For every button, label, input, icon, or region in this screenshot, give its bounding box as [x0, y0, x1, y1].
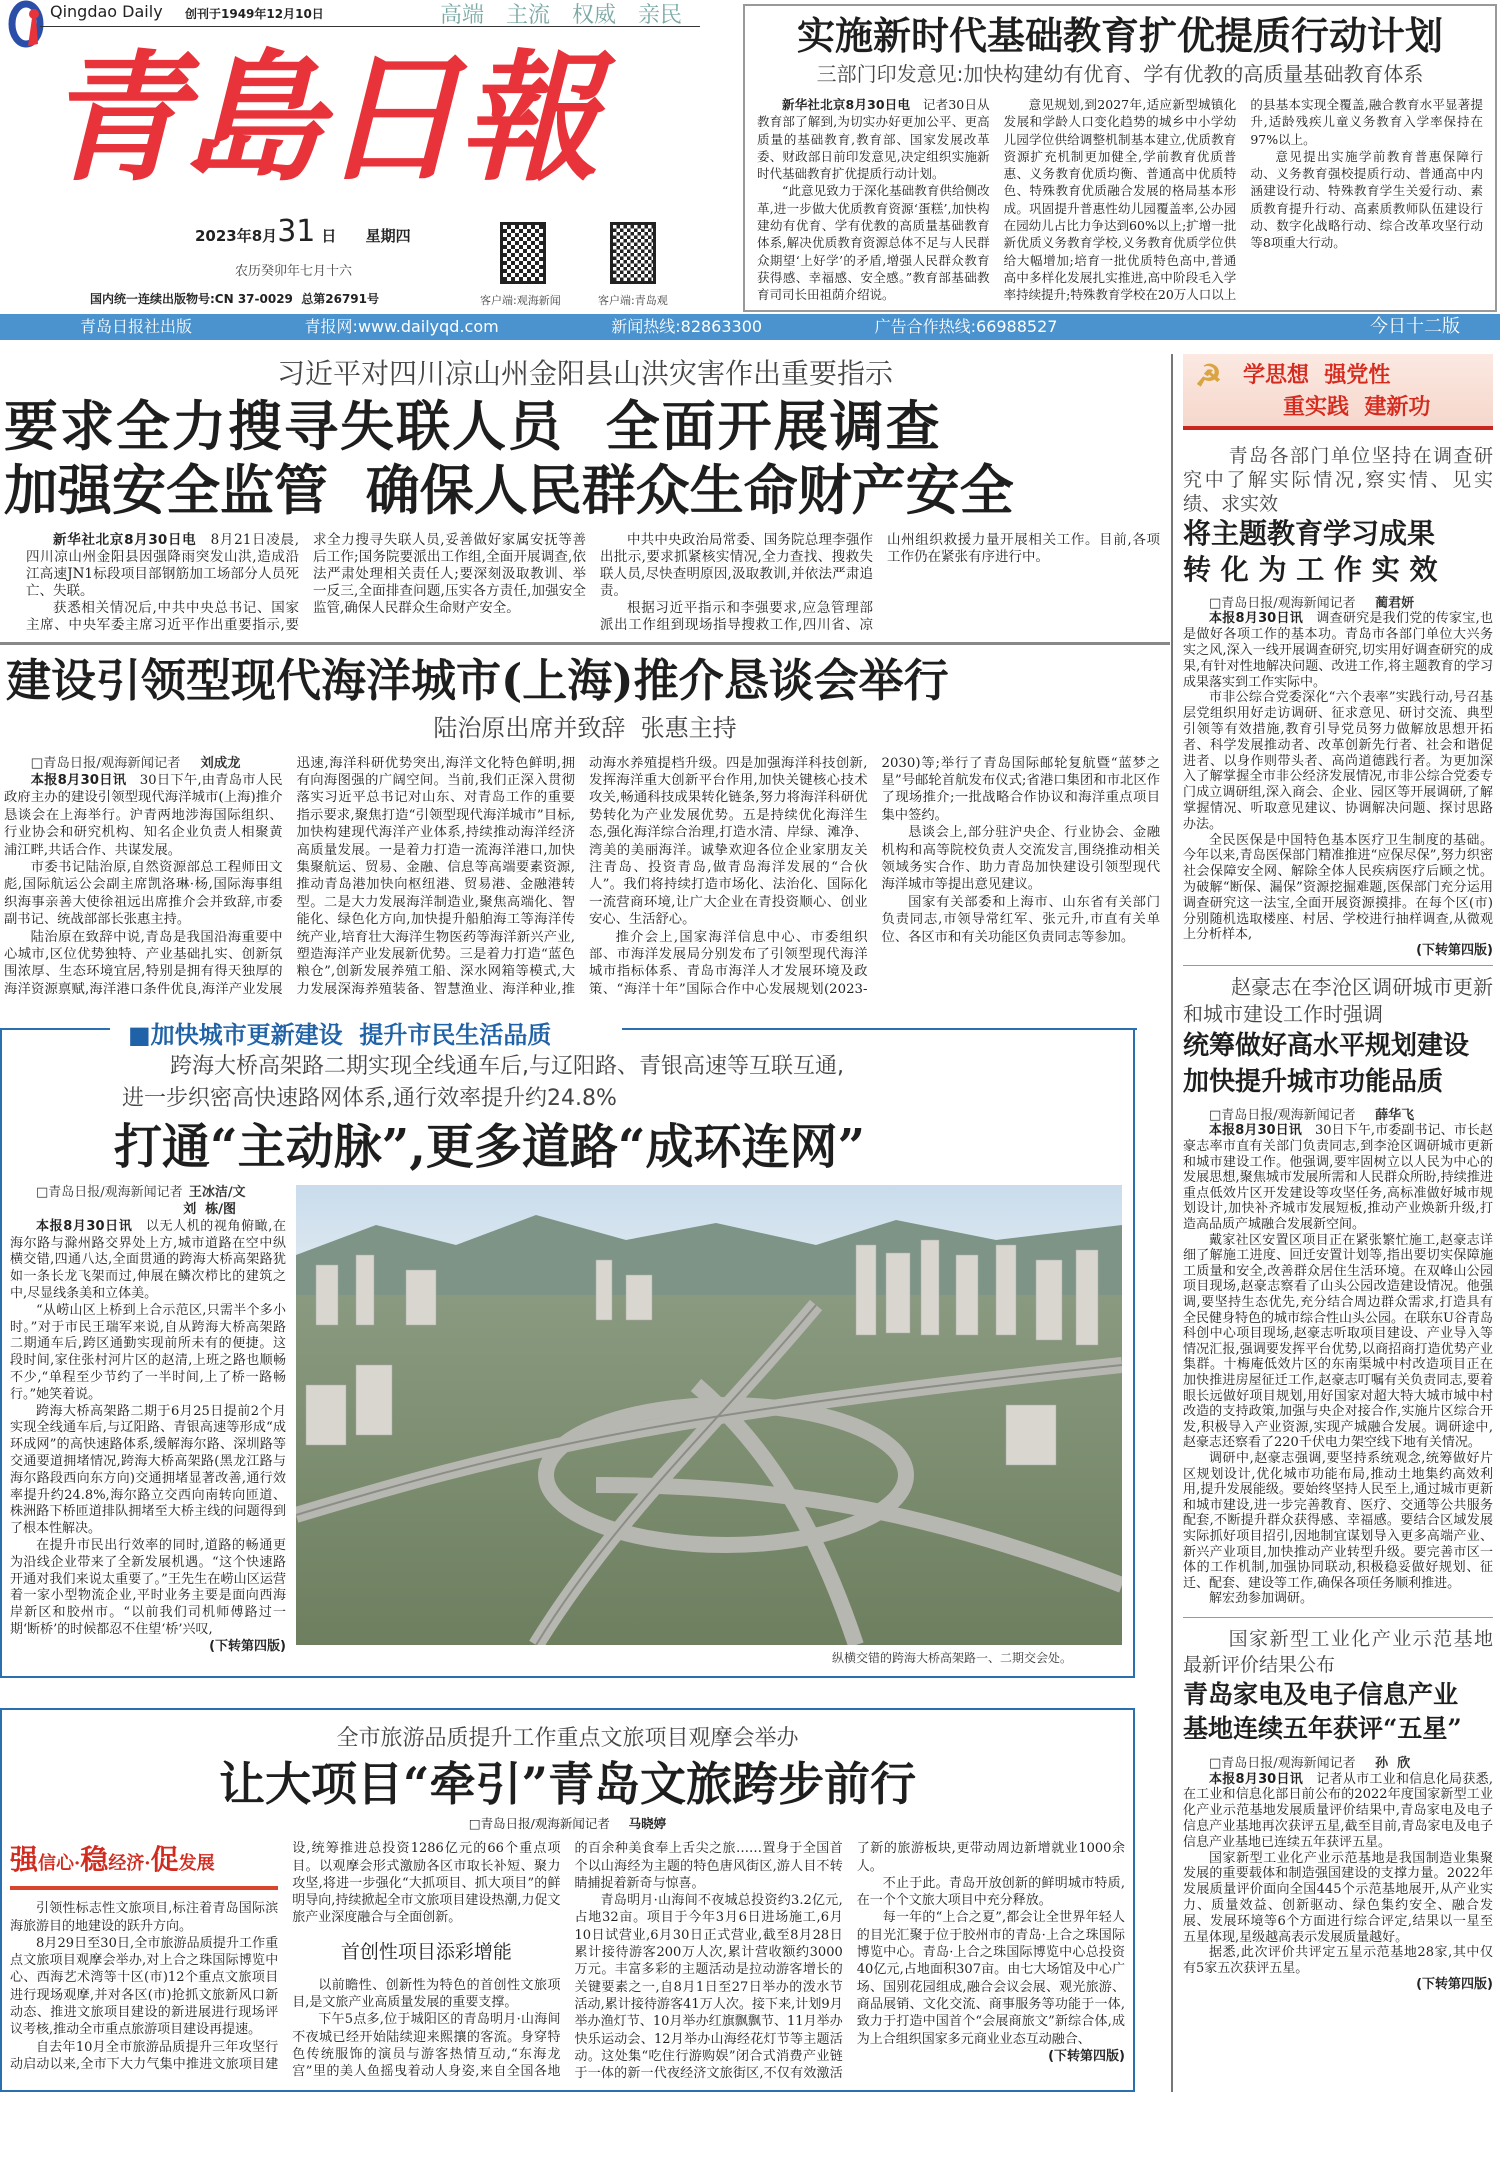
date-prefix: 2023年8月 — [195, 227, 278, 245]
industry-kicker: 国家新型工业化产业示范基地最新评价结果公布 — [1183, 1627, 1493, 1676]
column-divider — [1171, 354, 1173, 2093]
industry-paragraph: 国家新型工业化产业示范基地是我国制造业集聚发展的重要载体和制造强国建设的支撑力量。2022年发展质量评价面向全国445个示范基地展开,从产业实力、质量效益、创新驱动、绿色集约安全、融合发展、发展环境等6个方面进行综合评定,结果以一星至五星体现,星级越高表示发展质量越好。 — [1183, 1850, 1493, 1945]
hammer-sickle-icon: ☭ — [1195, 358, 1222, 394]
banner-char: 强 — [10, 1843, 39, 1877]
study-body — [1183, 596, 1493, 959]
byline-prefix: □青岛日报/观海新闻记者 — [468, 1816, 610, 1832]
issue-date — [195, 214, 411, 249]
photo-block — [296, 1185, 1122, 1666]
reporter-text: 王冰洁/文 — [188, 1185, 246, 1201]
urban-kicker-1: 跨海大桥高架路二期实现全线通车后,与辽阳路、青银高速等互联互通, — [170, 1054, 844, 1080]
urban-paragraph-text: 以无人机的视角俯瞰,在海尔路与滁州路交界处上方,城市道路在空中纵横交错,四通八达,全面贯通的跨海大桥高架路犹如一条长龙飞架而过,伸展在鳞次栉比的建筑之中,尽显线条美和立体美。 — [10, 1218, 287, 1302]
info-bar — [0, 314, 1500, 340]
slogan-4: 亲民 — [638, 3, 683, 28]
main-area — [0, 354, 1500, 2093]
edu-paragraph: 意见规划,到2027年,适应新型城镇化发展和学龄人口变化趋势的城乡中小学幼儿园学位供给调整机制基本建立,优质教育资源扩充机制更加健全,学前教育优质普惠、义务教育优质均衡、普通高中优质特色、特殊教育优质融合发展的格局基本形成。巩固提升普惠性幼儿园覆盖率,公办园在园幼儿占比力争达到60%以上;扩增一批新优质义务教育学校,义务教育优质学位供给大幅增加;培育一批优质特色高中,普通高中多样化发展扎实推进,高中阶段毛入学率持续提升;特殊教育学校在20万人口以上的县基本实现全覆盖,融合教育水平显著提升,适龄残疾儿童义务教育入学率保持在97%以上。 — [1003, 97, 1483, 303]
ad-hotline: 广告合作热线:66988527 — [874, 316, 1058, 336]
ocean-body — [0, 755, 1170, 999]
industry-dateline: 本报8月30日讯 — [1209, 1771, 1304, 1787]
lead-headline-2: 加强安全监管 确保人民群众生命财产安全 — [4, 457, 1014, 522]
study-paragraph-text: 调查研究是我们党的传家宝,也是做好各项工作的基本功。青岛市各部门单位大兴务实之风,深入一线开展调查研究,切实用好调查研究的成果,有针对性地解决问题、改进工作,将主题教育的学习成果落实到工作实际中。 — [1183, 611, 1493, 690]
qr-code-app-guanhai[interactable] — [500, 222, 546, 284]
renewal-paragraph: 调研中,赵豪志强调,要坚持系统观念,统筹做好片区规划设计,优化城市功能布局,推动土地集约高效利用,提升发展能级。要始终坚持人民至上,通过城市更新和城市建设,进一步完善教育、医疗、交通等公共服务配套,不断提升群众获得感、幸福感。要结合区域发展实际抓好项目招引,因地制宜谋划导入更多高端产业、新兴产业项目,加快推动产业转型升级。要完善市区一体的工作机制,加强协同联动,积极稳妥做好规划、征迁、配套、建设等工作,确保各项任务顺利推进。 — [1183, 1450, 1493, 1591]
ocean-paragraph: 国家有关部委和上海市、山东省有关部门负责同志,市领导常红军、张元升,市直有关单位、各区市和有关功能区负责同志等参加。 — [881, 894, 1160, 945]
slogan-1: 高端 — [440, 3, 485, 28]
lead-paragraph — [26, 532, 299, 600]
right-column — [1183, 354, 1493, 2093]
serial-number: 国内统一连续出版物号:CN 37-0029 总第26791号 — [90, 292, 380, 306]
edu-body — [757, 96, 1483, 304]
continued-note: (下转第四版) — [209, 1638, 286, 1654]
continued-note: (下转第四版) — [1416, 943, 1493, 959]
urban-paragraph: 在提升市民出行效率的同时,道路的畅通更为沿线企业带来了全新发展机遇。“这个快速路开通对我们来说太重要了。”王先生在崂山区运营着一家小型物流企业,平时业务主要是面向西海岸新区和胶州市。“以前我们司机师傅路过一期‘断桥’的时候都忍不住望‘桥’兴叹, — [10, 1537, 286, 1637]
urban-paragraph: “从崂山区上桥到上合示范区,只需半个多小时。”对于市民王瑞军来说,自从跨海大桥高架路二期通车后,跨区通勤实现前所未有的便捷。这段时间,家住张村河片区的赵清,上班之路也顺畅不少,“单程至少节约了一半时间,上了桥一路畅行。”她笑着说。 — [10, 1302, 286, 1402]
study-byline — [1183, 596, 1493, 612]
edu-dateline: 新华社北京8月30日电 — [782, 97, 911, 112]
urban-paragraph: 跨海大桥高架路二期于6月25日提前2个月实现全线通车后,与辽阳路、青银高速等形成“成环成网”的高快速路体系,缓解海尔路、深圳路等交通要道拥堵情况,跨海大桥高架路(黑龙江路与海尔路段西向东方向)交通拥堵显著改善,通行效率提升约24.8%,海尔路立交西向南转向匝道、株洲路下桥匝道排队拥堵至大桥主线的问题得到了根本性解决。 — [10, 1403, 286, 1537]
top-row — [0, 0, 1500, 314]
study-dateline: 本报8月30日讯 — [1209, 611, 1304, 627]
tourism-body — [10, 1840, 1125, 2082]
rule — [1183, 1617, 1493, 1618]
tourism-paragraph: 青岛明月·山海间不夜城总投资约3.2亿元,占地32亩。项目于今年3月6日进场施工,6月10日试营业,6月30日正式营业,截至8月28日累计接待游客200万人次,累计营收额约3000万元。丰富多彩的主题活动是拉动游客增长的关键要素之一,自8月1日至27日举办的泼水节活动,累计接待游客41万人次。接下来,计划9月举办渔灯节、10月举办红旗飘飘节、11月举办快乐运动会、12月举办山海经花灯节等主题活动。这处集“吃住行游购娱”闭合式消费产业链于一体的新一代夜经济文旅街区,不仅有效激活了新的旅游板块,更带动周边新增就业1000余人。 — [574, 1841, 1125, 2082]
study-kicker: 青岛各部门单位坚持在调查研究中了解实际情况,察实情、见实绩、求实效 — [1183, 444, 1493, 515]
tourism-kicker: 全市旅游品质提升工作重点文旅项目观摩会举办 — [336, 1726, 799, 1752]
byline-prefix: □青岛日报/观海新闻记者 — [1209, 1107, 1356, 1123]
publisher: 青岛日报社出版 — [80, 316, 193, 336]
banner-char: 促 — [150, 1843, 179, 1877]
ocean-story — [0, 651, 1170, 999]
study-headline-1: 将主题教育学习成果 — [1183, 516, 1436, 550]
party-study-banner — [1183, 354, 1493, 430]
city-renewal-story — [1183, 974, 1493, 1607]
news-hotline: 新闻热线:82863300 — [611, 316, 763, 336]
renewal-paragraph: 解宏劲参加调研。 — [1209, 1591, 1314, 1607]
study-headline-2: 转 化 为 工 作 实 效 — [1183, 552, 1438, 586]
study-story — [1183, 444, 1493, 959]
study-paragraph: 市非公综合党委深化“六个表率”实践行动,号召基层党组织用好走访调研、征求意见、研讨交流、典型引领等有效措施,教育引导党员努力做解放思想开拓者、科学发展推动者、改革创新先行者、社会和谐促进者、以身作则带头者、高尚道德践行者。为更加深入了解掌握全市非公经济发展情况,市非公综合党委专门成立调研组,深入商会、企业、园区等开展调研,了解掌握情况、听取意见建议、协调解决问题、探讨思路办法。 — [1183, 690, 1493, 832]
reporter-name: 蔺君妍 — [1375, 595, 1415, 611]
lead-paragraph: 中共中央政治局常委、国务院总理李强作出批示,要求抓紧核实情况,全力查找、搜救失联人员,尽快查明原因,汲取教训,并依法严肃追责。 — [600, 531, 873, 599]
industry-body — [1183, 1756, 1493, 1993]
slogan-2: 主流 — [506, 3, 551, 28]
tourism-paragraph: 下午5点多,位于城阳区的青岛明月·山海间不夜城已经开始陆续迎来熙攘的客流。身穿特色传统服饰的演员与游客热情互动,“东海龙宫”里的美人鱼摇曳着动人身姿,来自全国各地的百余种美食奉上舌尖之旅……置身于全国首个以山海经为主题的特色唐风街区,游人目不转睛捕捉着新奇与惊喜。 — [292, 1841, 843, 2080]
lead-headline-1: 要求全力搜寻失联人员 全面开展调查 — [4, 393, 942, 458]
edu-story — [743, 4, 1497, 312]
tourism-paragraph: 以前瞻性、创新性为特色的首创性文旅项目,是文旅产业高质量发展的重要支撑。 — [292, 1977, 561, 2011]
section-top-line-right — [622, 1028, 1137, 1030]
renewal-paragraph: 戴家社区安置区项目正在紧张繁忙施工,赵豪志详细了解施工进度、回迁安置计划等,指出要切实保障施工质量和安全,改善群众居住生活环境。在双峰山公园项目现场,赵豪志察看了山头公园改造建设情况。他强调,要坚持生态优先,充分结合周边群众需求,打造具有全民健身特色的城市综合性山头公园。在联东U谷青岛科创中心项目现场,赵豪志听取项目建设、产业导入等情况汇报,强调要发挥平台优势,以商招商打造优势产业集群。十梅庵低效片区的东南渠城中村改造项目正在加快推进房屋征迁工作,赵豪志叮嘱有关负责同志,要着眼长远做好项目规划,用好国家对超大特大城市城中村改造的支持政策,加强与央企对接合作,实施片区综合开发,积极导入产业资源,实现产城融合发展。调研途中,赵豪志还察看了220千伏电力架空线下地有关情况。 — [1183, 1232, 1493, 1451]
tourism-headline: 让大项目“牵引”青岛文旅跨步前行 — [219, 1757, 916, 1812]
founded-date: 创刊于1949年12月10日 — [185, 7, 324, 21]
byline-prefix: □青岛日报/观海新闻记者 — [30, 755, 181, 771]
highway-interchange-photo[interactable] — [296, 1185, 1122, 1645]
slogan-3: 权威 — [572, 3, 617, 28]
byline-prefix: □青岛日报/观海新闻记者 — [1209, 595, 1356, 611]
urban-section — [0, 1020, 1135, 1678]
ground — [296, 1295, 1122, 1645]
page-count: 今日十二版 — [1370, 315, 1460, 337]
masthead — [0, 0, 740, 312]
banner-text: 经济· — [108, 1853, 151, 1875]
reporter-name: 刘成龙 — [200, 755, 241, 771]
rule — [1183, 965, 1493, 966]
renewal-headline-2: 加快提升城市功能品质 — [1183, 1066, 1444, 1097]
industry-paragraph — [1183, 1772, 1493, 1851]
qr-code-app-qingdaoguan[interactable] — [610, 222, 656, 284]
banner-char: 稳 — [80, 1843, 109, 1877]
urban-dateline: 本报8月30日讯 — [36, 1218, 133, 1234]
byline-prefix: □青岛日报/观海新闻记者 — [1209, 1755, 1356, 1771]
tourism-paragraph: 8月29日至30日,全市旅游品质提升工作重点文旅项目观摩会举办,对上合之珠国际博览中心、西海艺术湾等十区(市)12个重点文旅项目进行现场观摩,并对各区(市)抢抓文旅新风口新动态、推进文旅项目建设的新进展进行现场评议考核,推动全市重点旅游项目建设再提速。 — [10, 1935, 279, 2038]
lead-paragraph: 根据习近平指示和李强要求,应急管理部派出工作组到现场指导搜救工作,四川省、凉山州组织救援力量开展相关工作。目前,各项工作仍在紧张有序进行中。 — [600, 531, 1160, 633]
tourism-paragraph: 每一年的“上合之夏”,都会让全世界年轻人的目光汇聚于位于胶州市的青岛·上合之珠国际博览中心。青岛·上合之珠国际博览中心总投资40亿元,占地面积307亩。由七大场馆及中心广场、国别花园组成,融合会议会展、观光旅游、商品展销、文化交流、商事服务等功能于一体,致力于打造中国首个“会展商旅文”新综合体,成为上合组织国家多元商业业态互动融合、 — [856, 1910, 1125, 2047]
tourism-paragraph: 不止于此。青岛开放创新的鲜明城市特质,在一个个文旅大项目中充分释放。 — [856, 1875, 1125, 1909]
edu-subhead: 三部门印发意见:加快构建幼有优育、学有优教的高质量基础教育体系 — [816, 62, 1424, 86]
industry-headline-1: 青岛家电及电子信息产业 — [1183, 1679, 1459, 1709]
qingdao-daily-logo-icon — [8, 0, 48, 50]
renewal-paragraph — [1183, 1123, 1493, 1232]
ocean-subhead: 陆治原出席并致辞 张惠主持 — [433, 713, 737, 742]
ocean-paragraph: 恳谈会上,部分驻沪央企、行业协会、金融机构和高等院校负责人交流发言,围绕推动相关领域务实合作、助力青岛加快建设引领型现代海洋城市等提出意见建议。 — [881, 825, 1160, 893]
photo-caption: 纵横交错的跨海大桥高架路一、二期交会处。 — [831, 1651, 1072, 1666]
ocean-dateline: 本报8月30日讯 — [30, 772, 127, 788]
photographer: 刘 栋/图 — [183, 1202, 236, 1218]
edu-paragraph: “此意见致力于深化基础教育供给侧改革,进一步做大优质教育资源‘蛋糕’,加快构建幼有优育、学有优教的高质量基础教育体系,解决优质教育资源总体不足与人民群众期望‘上好学’的矛盾,增强人民群众教育获得感、幸福感、安全感。”教育部基础教育司司长田祖荫介绍说。 — [757, 183, 990, 303]
urban-kicker-2: 进一步织密高快速路网体系,通行效率提升约24.8% — [122, 1086, 617, 1112]
newspaper-title: 青島日報 — [45, 37, 598, 201]
byline-prefix: □青岛日报/观海新闻记者 — [36, 1185, 183, 1201]
lead-body — [0, 532, 1170, 634]
tourism-paragraph: 引领性标志性文旅项目,标注着青岛国际滨海旅游目的地建设的跃升方向。 — [10, 1901, 279, 1934]
urban-headline: 打通“主动脉”,更多道路“成环连网” — [114, 1119, 866, 1176]
industry-headline-2: 基地连续五年获评“五星” — [1183, 1713, 1462, 1743]
renewal-dateline: 本报8月30日讯 — [1209, 1123, 1302, 1139]
lead-paragraph: 获悉相关情况后,中共中央总书记、国家主席、中央军委主席习近平作出重要指示,要求全力搜寻失联人员,妥善做好家属安抚等善后工作;国务院要派出工作组,全面开展调查,依法严肃处理相关责任人;要深刻汲取教训、举一反三,全面排查问题,压实各方责任,加强安全监管,确保人民群众生命财产安全。 — [26, 531, 586, 633]
lead-story — [0, 354, 1170, 645]
ocean-paragraph: 推介会上,国家海洋信息中心、市委组织部、市海洋发展局分别发布了引领型现代海洋城市指标体系、青岛市海洋人才发展环境及政策、“海洋十年”国际合作中心发展规划(2023-2030)等;举行了青岛国际邮轮复航暨“蓝梦之星”号邮轮首航发布仪式;省港口集团和市北区作了现场推介;一批战略合作协议和海洋重点项目集中签约。 — [589, 755, 1160, 997]
qr-label-2: 客户端:青岛观 — [598, 294, 668, 307]
study-paragraph: 全民医保是中国特色基本医疗卫生制度的基础。今年以来,青岛医保部门精准推进“应保尽保”,努力织密社会保障安全网、解除全体人民疾病医疗后顾之忧。为破解“断保、漏保”资源挖掘难题,医保部门充分运用调查研究这一法宝,全面开展资源摸排。在每个区(市)分别随机选取楼座、村居、学校进行抽样调查,从微观上分析样本, — [1183, 832, 1493, 943]
reporter-name: 薛华飞 — [1375, 1107, 1415, 1123]
date-day-suffix: 日 — [321, 227, 337, 245]
tourism-byline — [10, 1814, 1125, 1832]
industry-story — [1183, 1626, 1493, 1993]
reporter-name: 孙 欣 — [1375, 1755, 1411, 1771]
urban-body — [10, 1185, 286, 1655]
edu-paragraph — [757, 96, 990, 182]
urban-content-row — [10, 1185, 1125, 1666]
edu-paragraph: 意见提出实施学前教育普惠保障行动、义务教育强校提质行动、普通高中内涵建设行动、特殊教育学生关爱行动、素质教育提升行动、高素质教师队伍建设行动、数字化战略行动、综合改革攻坚行动等8项重大行动。 — [1250, 148, 1483, 251]
tourism-subheading: 首创性项目添彩增能 — [340, 1940, 512, 1963]
ocean-byline — [4, 755, 283, 772]
tourism-paragraph: 自去年10月全市旅游品质提升三年攻坚行动启动以来,全市下大力气集中推进文旅项目建设,统筹推进总投资1286亿元的66个重点项目。以观摩会形式激励各区市取长补短、聚力攻坚,将进一步强化“大抓项目、抓大项目”的鲜明导向,持续掀起全市文旅项目建设热潮,力促文旅产业深度融合与全面创新。 — [10, 1841, 561, 2072]
weekday: 星期四 — [365, 227, 411, 245]
renewal-kicker: 赵豪志在李沧区调研城市更新和城市建设工作时强调 — [1183, 974, 1493, 1026]
lead-dateline: 新华社北京8月30日电 — [53, 531, 197, 548]
qr-label-1: 客户端:观海新闻 — [480, 294, 561, 307]
urban-section-title: ■加快城市更新建设 提升市民生活品质 — [124, 1019, 555, 1051]
edu-paragraph-text: 记者30日从教育部了解到,为切实办好更加公平、更高质量的基础教育,教育部、国家发展改革委、财政部日前印发意见,决定组织实施新时代基础教育扩优提质行动计划。 — [757, 97, 990, 182]
english-name: Qingdao Daily — [50, 2, 163, 21]
study-paragraph — [1183, 611, 1493, 690]
continued-note: (下转第四版) — [1416, 1977, 1493, 1993]
industry-byline — [1183, 1756, 1493, 1772]
banner-text: 信心· — [38, 1853, 81, 1875]
date-day: 31 — [277, 214, 316, 249]
section-top-line-left — [0, 1028, 110, 1030]
banner-text: 发展 — [178, 1853, 215, 1875]
industry-paragraph-text: 记者从市工业和信息化局获悉,在工业和信息化部日前公布的2022年度国家新型工业化产业示范基地发展质量评价结果中,青岛家电及电子信息产业基地再次获评五星,截至目前,青岛家电及电子信息产业基地已连续五年获评五星。 — [1183, 1771, 1493, 1850]
ocean-paragraph-text: 30日下午,由青岛市人民政府主办的建设引领型现代海洋城市(上海)推介恳谈会在上海举行。沪青两地涉海国际组织、行业协会和研究机构、知名企业负责人相聚黄浦江畔,共话合作、共谋发展。 — [4, 772, 283, 858]
ocean-paragraph: 陆治原在致辞中说,青岛是我国沿海重要中心城市,区位优势独特、产业基础扎实、创新氛围浓厚、生态环境宜居,特别是拥有得天独厚的海洋资源禀赋,海洋港口条件优良,海洋产业发展迅速,海洋科研优势突出,海洋文化特色鲜明,拥有向海图强的广阔空间。当前,我们正深入贯彻落实习近平总书记对山东、对青岛工作的重要指示要求,聚焦打造“引领型现代海洋城市”目标,加快构建现代海洋产业体系,持续推动海洋经济高质量发展。一是着力打造一流海洋港口,加快集聚航运、贸易、金融、信息等高端要素资源,推动青岛港加快向枢纽港、贸易港、金融港转型。二是大力发展海洋制造业,聚焦高端化、智能化、绿色化方向,加快提升船舶海工等海洋传统产业,培育壮大海洋生物医药等海洋新兴产业,塑造海洋产业发展新优势。三是着力打造“蓝色粮仓”,创新发展养殖工船、深水网箱等模式,大力发展深海养殖装备、智慧渔业、海洋种业,推动海水养殖提档升级。四是加强海洋科技创新,发挥海洋重大创新平台作用,加快关键核心技术攻关,畅通科技成果转化链条,努力将海洋科研优势转化为产业发展优势。五是持续优化海洋生态,强化海洋综合治理,打造水清、岸绿、滩净、湾美的美丽海洋。诚挚欢迎各位企业家朋友关注青岛、投资青岛,做青岛海洋发展的“合伙人”。我们将持续打造市场化、法治化、国际化一流营商环境,让广大企业在青投资顺心、创业安心、生活舒心。 — [4, 755, 868, 997]
banner-line-1: 学思想 强党性 — [1243, 361, 1391, 388]
edu-headline: 实施新时代基础教育扩优提质行动计划 — [796, 13, 1443, 58]
lead-kicker: 习近平对四川凉山州金阳县山洪灾害作出重要指示 — [276, 356, 893, 390]
renewal-headline-1: 统筹做好高水平规划建设 — [1183, 1030, 1470, 1061]
section-rule — [0, 642, 1170, 645]
lunar-date: 农历癸卯年七月十六 — [235, 264, 353, 279]
industry-paragraph: 据悉,此次评价共评定五星示范基地28家,其中仅有5家五次获评五星。 — [1183, 1945, 1493, 1977]
slogan — [440, 0, 682, 29]
reporter-name: 马晓婷 — [628, 1816, 667, 1832]
left-area — [0, 354, 1170, 2093]
tourism-story — [0, 1708, 1135, 2092]
ocean-paragraph — [4, 772, 283, 859]
ocean-paragraph: 市委书记陆治原,自然资源部总工程师田文彪,国际航运公会副主席凯洛琳·杨,国际海事组织海事亲善大使徐祖远出席推介会并致辞,市委副书记、统战部部长张惠主持。 — [4, 860, 283, 928]
ocean-headline: 建设引领型现代海洋城市(上海)推介恳谈会举行 — [6, 653, 949, 707]
lead-paragraph-text: 8月21日凌晨,四川凉山州金阳县因强降雨突发山洪,造成沿江高速JN1标段项目部钢筋加工场部分人员死亡、失联。 — [26, 531, 300, 599]
urban-paragraph — [10, 1219, 286, 1303]
tourism-banner — [10, 1840, 278, 1890]
website-link[interactable]: 青报网:www.dailyqd.com — [304, 316, 499, 336]
renewal-byline — [1183, 1108, 1493, 1124]
renewal-body — [1183, 1108, 1493, 1607]
urban-byline — [10, 1185, 286, 1202]
renewal-paragraph-text: 30日下午,市委副书记、市长赵豪志率市直有关部门负责同志,到李沧区调研城市更新和城市建设工作。他强调,要牢固树立以人民为中心的发展思想,聚焦城市发展所需和人民群众所盼,持续推进重点低效片区开发建设等攻坚任务,高标准做好城市规划设计,加快补齐城市发展短板,推动产业焕新升级,打造高品质产城融合发展新空间。 — [1183, 1123, 1493, 1233]
banner-line-2: 重实践 建新功 — [1283, 393, 1431, 420]
continued-note: (下转第四版) — [1048, 2048, 1125, 2064]
